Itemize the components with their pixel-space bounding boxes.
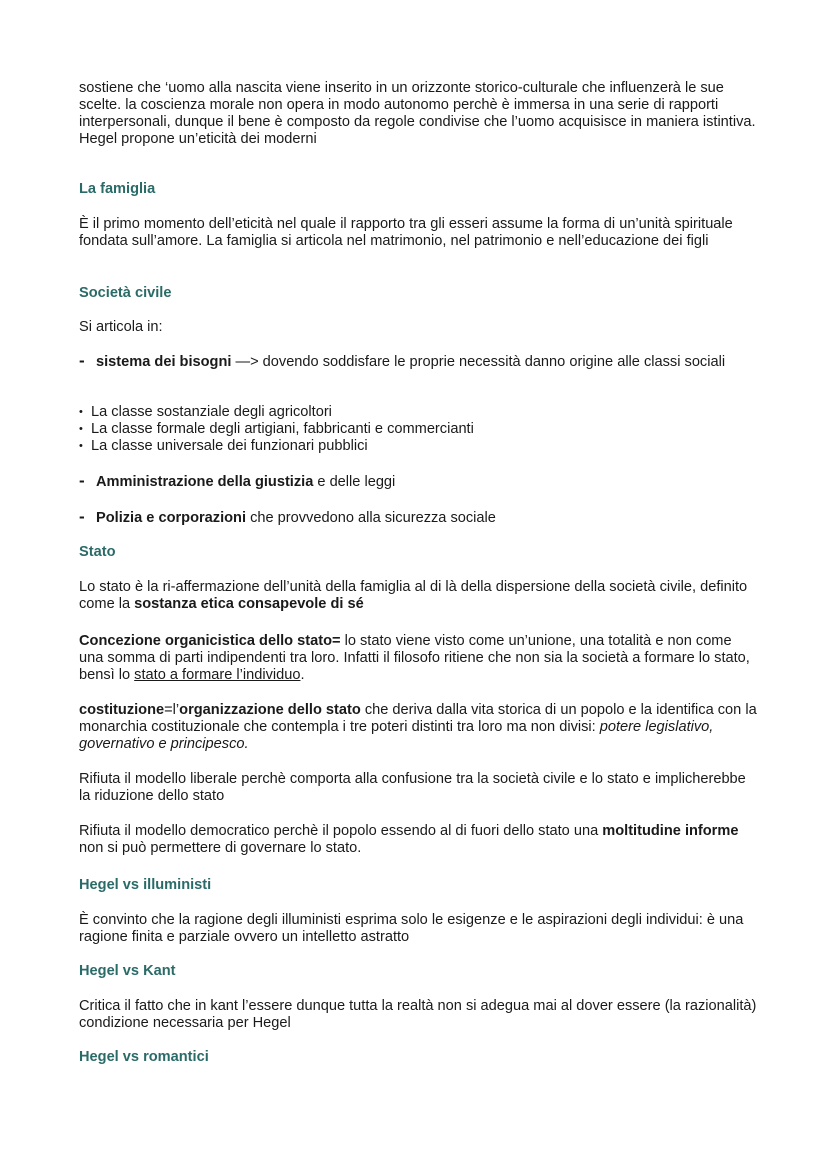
kant-paragraph: Critica il fatto che in kant l’essere dunque tutta la realtà non si adegua mai al dover essere (la razionalità) condizione necessaria per Hegel xyxy=(79,998,757,1031)
classes-list xyxy=(79,404,759,455)
text-run: Lo stato è la ri-affermazione dell’unità della famiglia al di là della dispersione della società civile, definito come la xyxy=(79,579,748,612)
text-run: non si può permettere di governare lo stato. xyxy=(79,840,362,856)
illuministi-paragraph: È convinto che la ragione degli illuministi esprima solo le esigenze e le aspirazioni degli individui: è una ragione finita e parziale ovvero un intelletto astratto xyxy=(79,912,744,945)
text-run: . xyxy=(300,667,305,683)
text-run: lo stato viene visto come un’unione, una totalità e non come una somma di parti indipendenti tra loro. Infatti il filosofo ritiene che non sia la società a formare lo stato, bensì lo xyxy=(79,633,750,683)
dash-bullet: - xyxy=(79,351,85,370)
item-text: —> dovendo soddisfare le proprie necessità danno origine alle classi sociali xyxy=(231,354,726,370)
text-run: che deriva dalla vita storica di un popolo e la identifica con la monarchia costituzionale che contempla i tre poteri distinti tra loro ma non divisi: xyxy=(79,702,757,735)
heading-stato: Stato xyxy=(79,544,116,560)
underlined-phrase: stato a formare l’individuo xyxy=(134,667,301,683)
italic-phrase: potere legislativo, governativo e principesco. xyxy=(79,719,714,752)
heading-hegel-vs-illuministi: Hegel vs illuministi xyxy=(79,877,212,893)
dash-bullet: - xyxy=(79,507,85,526)
text-run: =l’ xyxy=(164,702,180,718)
dash-item-sistema-bisogni xyxy=(79,351,776,371)
stato-paragraph-organicistica xyxy=(79,633,759,684)
stato-paragraph-liberale: Rifiuta il modello liberale perchè comporta alla confusione tra la società civile e lo stato e implicherebbe la riduzione dello stato xyxy=(79,771,746,804)
societa-intro: Si articola in: xyxy=(79,319,163,335)
intro-paragraph: sostiene che ‘uomo alla nascita viene inserito in un orizzonte storico-culturale che influenzerà le sue scelte. la coscienza morale non opera in modo autonomo perchè è immersa in una serie di rapporti interpersonali, dunque il bene è composto da regole condivise che l’uomo acquisisce in maniera istintiva. Hegel propone un’eticità dei moderni xyxy=(79,80,756,147)
heading-hegel-vs-kant: Hegel vs Kant xyxy=(79,963,176,979)
bold-term: sostanza etica consapevole di sé xyxy=(134,596,364,612)
bold-term: Polizia e corporazioni xyxy=(96,510,247,526)
item-text: e delle leggi xyxy=(313,474,396,490)
item-text: che provvedono alla sicurezza sociale xyxy=(246,510,496,526)
bold-term: sistema dei bisogni xyxy=(96,354,232,370)
heading-hegel-vs-romantici: Hegel vs romantici xyxy=(79,1049,209,1065)
bold-term: organizzazione dello stato xyxy=(179,702,361,718)
dash-item-giustizia xyxy=(79,471,776,491)
stato-paragraph-1 xyxy=(79,579,759,613)
bold-term: moltitudine informe xyxy=(602,823,739,839)
heading-societa-civile: Società civile xyxy=(79,285,172,301)
list-item: • La classe sostanziale degli agricoltori xyxy=(79,404,759,421)
list-item: • La classe universale dei funzionari pubblici xyxy=(79,438,759,455)
heading-famiglia: La famiglia xyxy=(79,181,156,197)
stato-paragraph-costituzione xyxy=(79,702,759,753)
bold-term: costituzione xyxy=(79,702,165,718)
famiglia-paragraph: È il primo momento dell’eticità nel quale il rapporto tra gli esseri assume la forma di un’unità spirituale fondata sull’amore. La famiglia si articola nel matrimonio, nel patrimonio e nell’educazione dei figli xyxy=(79,216,733,249)
bold-term: Amministrazione della giustizia xyxy=(96,474,314,490)
dash-bullet: - xyxy=(79,471,85,490)
dash-item-polizia xyxy=(79,507,776,527)
list-item: • La classe formale degli artigiani, fabbricanti e commercianti xyxy=(79,421,759,438)
text-run: Rifiuta il modello democratico perchè il popolo essendo al di fuori dello stato una xyxy=(79,823,603,839)
bold-term: Concezione organicistica dello stato= xyxy=(79,633,341,649)
stato-paragraph-democratico xyxy=(79,823,759,857)
